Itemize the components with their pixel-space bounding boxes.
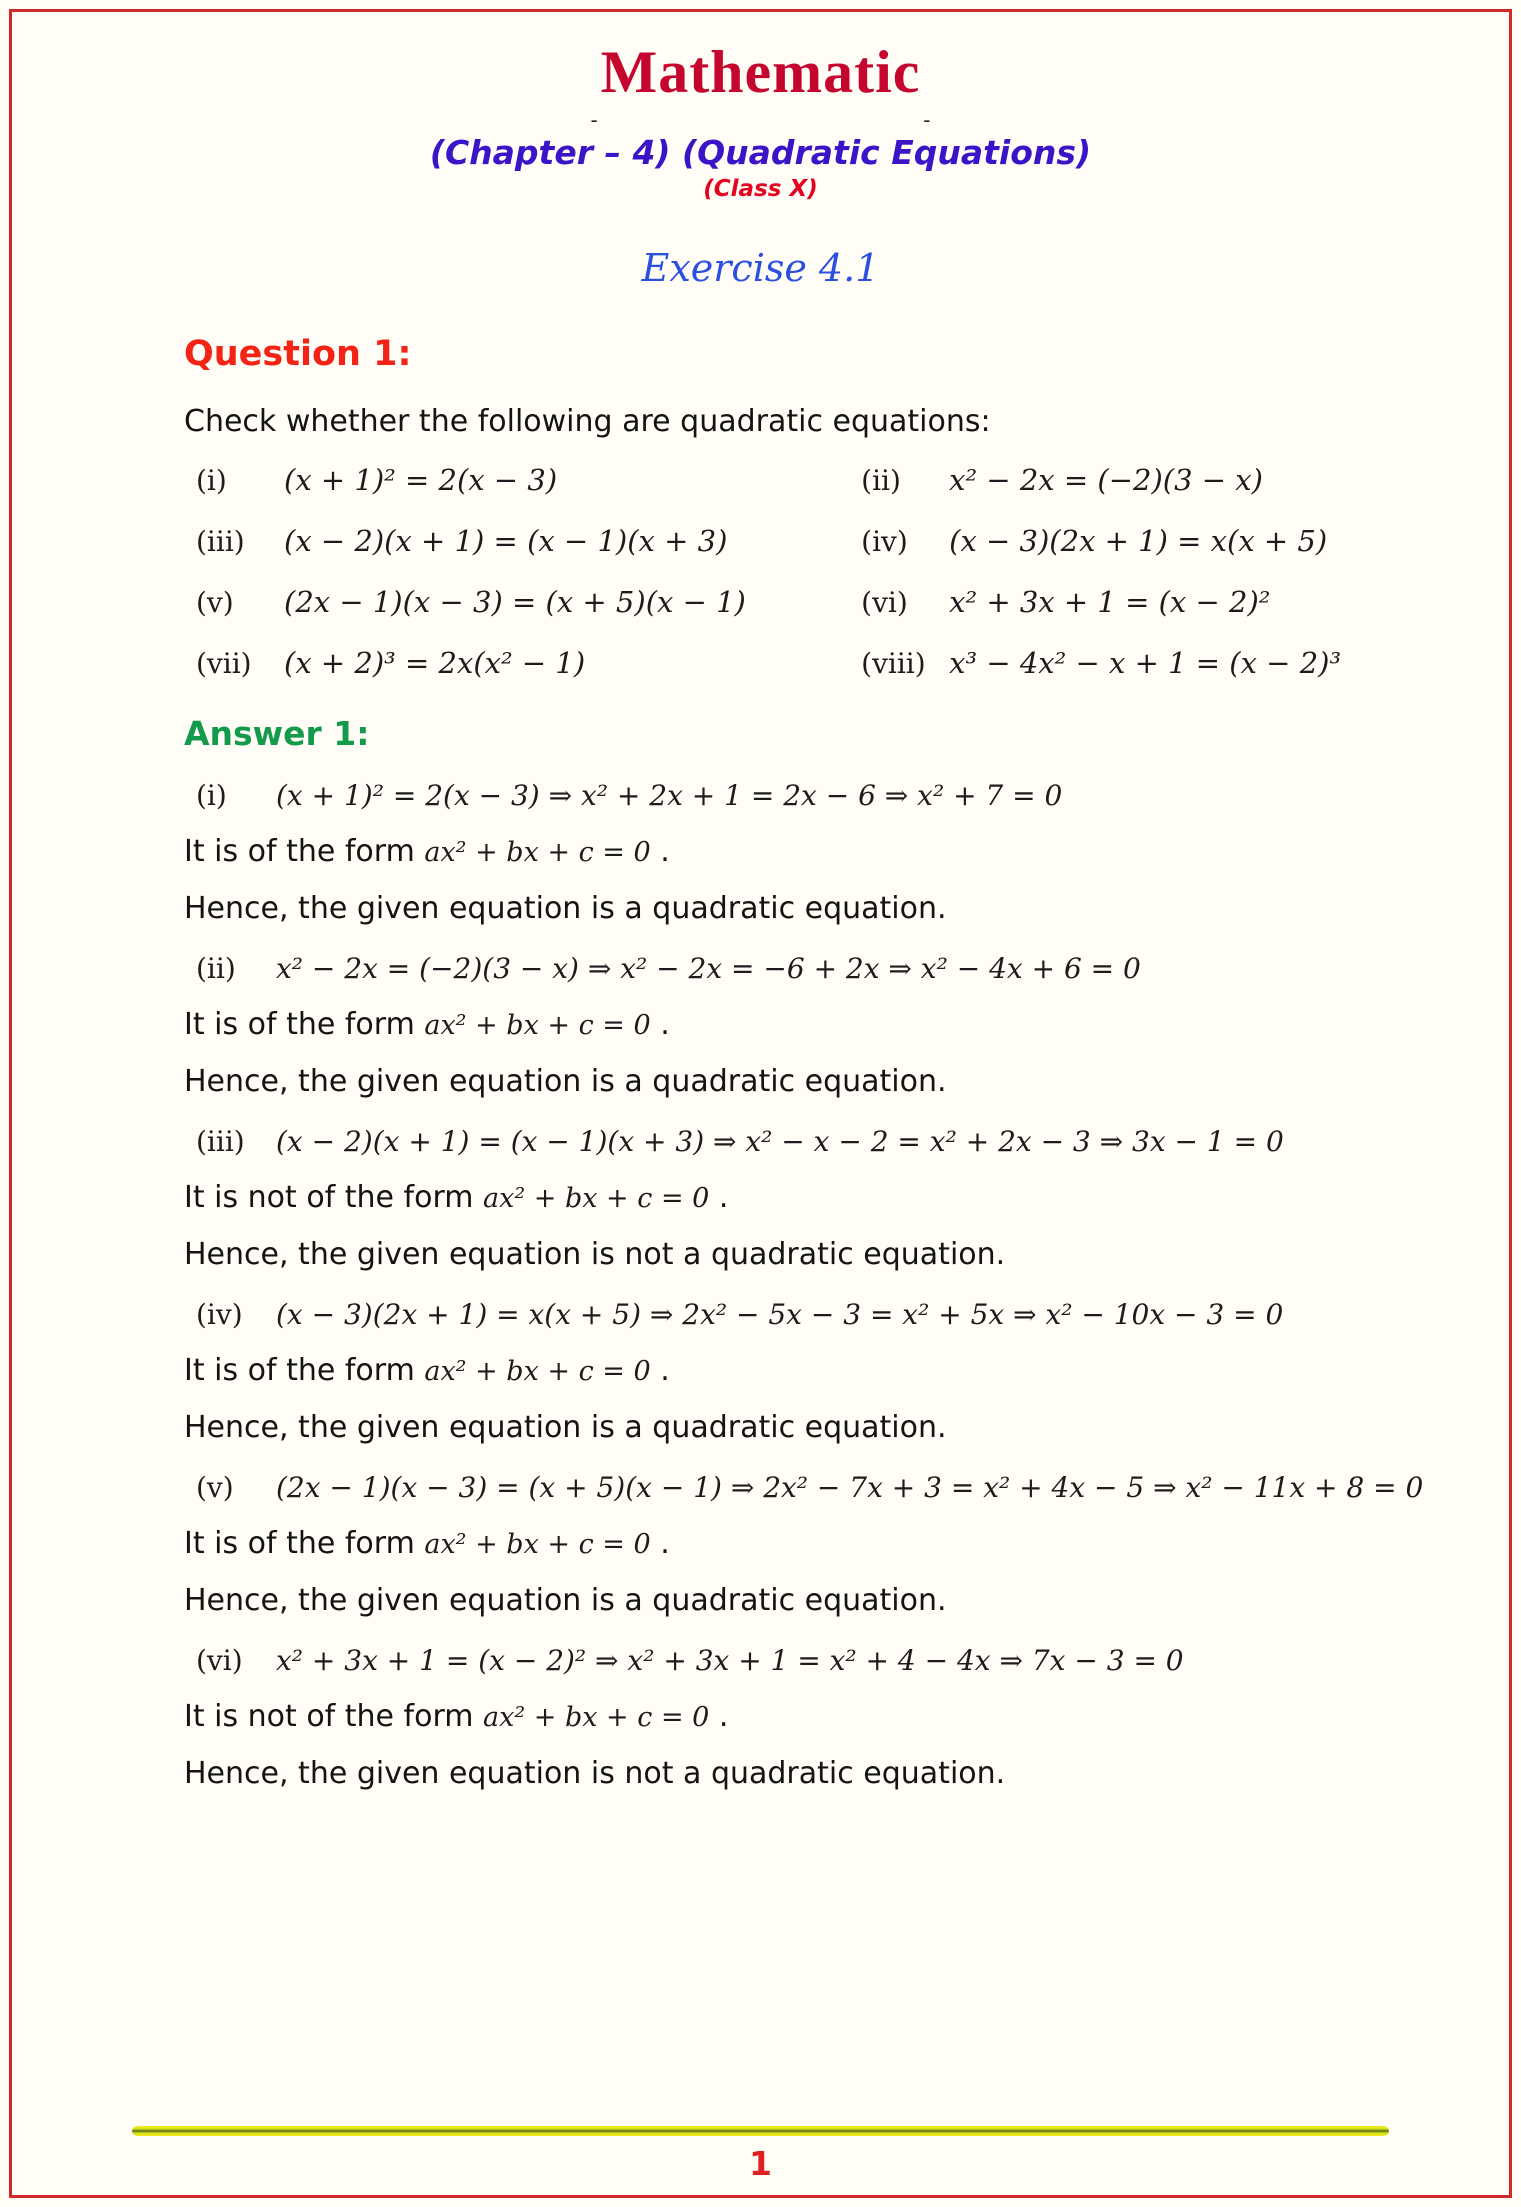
form-text: It is of the form [184,1007,425,1042]
answer-conclusion: Hence, the given equation is a quadratic equation. [184,1064,947,1099]
answer-form-line [184,1180,1439,1215]
chapter-subtitle: (Chapter – 4) (Quadratic Equations) [429,133,1092,172]
form-end: . [650,1526,670,1561]
answer-form-line [184,834,1439,869]
answer-conclusion: Hence, the given equation is a quadratic equation. [184,891,947,926]
answer-block [184,952,1439,1099]
form-text: It is of the form [184,834,425,869]
page-footer [12,2126,1509,2195]
item-equation: (x − 2)(x + 1) = (x − 1)(x + 3) [284,524,728,558]
answer-form-line [184,1699,1439,1734]
form-text: It is not of the form [184,1180,484,1215]
answer-form-line [184,1526,1439,1561]
class-line: (Class X) [703,176,818,202]
form-end: . [709,1699,729,1734]
question-equation-grid [184,463,1439,680]
stray-mark-left: - [590,108,598,132]
item-label: (viii) [861,647,926,680]
question-item [184,646,849,680]
item-label: (vii) [196,647,252,680]
answer-equation-line [184,1298,1439,1331]
item-label: (ii) [196,952,236,985]
form-math: ax² + bx + c = 0 [483,1702,710,1733]
stray-mark-right: - [923,108,931,132]
question-item [184,524,849,558]
form-math: ax² + bx + c = 0 [424,837,651,868]
answer-form-line [184,1353,1439,1388]
form-math: ax² + bx + c = 0 [483,1183,710,1214]
form-math: ax² + bx + c = 0 [424,1529,651,1560]
answer-equation-line [184,1644,1439,1677]
item-equation: x² − 2x = (−2)(3 − x) [949,463,1263,497]
item-label: (iv) [861,525,908,558]
item-equation: (2x − 1)(x − 3) = (x + 5)(x − 1) [284,585,746,619]
question-item [184,585,849,619]
answer-equation-line [184,952,1439,985]
form-end: . [709,1180,729,1215]
answer-equation: (x − 3)(2x + 1) = x(x + 5) ⇒ 2x² − 5x − 3 = x² + 5x ⇒ x² − 10x − 3 = 0 [276,1298,1284,1331]
form-end: . [650,1007,670,1042]
answer-equation: (2x − 1)(x − 3) = (x + 5)(x − 1) ⇒ 2x² − 7x + 3 = x² + 4x − 5 ⇒ x² − 11x + 8 = 0 [276,1471,1424,1504]
item-equation: (x + 2)³ = 2x(x² − 1) [284,646,586,680]
question-item [849,585,1439,619]
form-end: . [650,834,670,869]
highlight-bar [132,2126,1389,2136]
answer-block [184,1471,1439,1618]
answer-equation: x² + 3x + 1 = (x − 2)² ⇒ x² + 3x + 1 = x² + 4 − 4x ⇒ 7x − 3 = 0 [276,1644,1184,1677]
exercise-title: Exercise 4.1 [641,246,880,290]
page-border-frame [9,9,1512,2198]
document-title: Mathematic [600,39,921,105]
question-item [849,524,1439,558]
page-body [12,290,1509,1791]
item-equation: x³ − 4x² − x + 1 = (x − 2)³ [949,646,1342,680]
form-text: It is of the form [184,1526,425,1561]
answer-block [184,1298,1439,1445]
answer-conclusion: Hence, the given equation is a quadratic equation. [184,1583,947,1618]
item-label: (i) [196,464,227,497]
answer-equation-line [184,1471,1439,1504]
item-label: (vi) [196,1644,243,1677]
item-label: (vi) [861,586,908,619]
item-label: (iii) [196,1125,245,1158]
answer-conclusion: Hence, the given equation is not a quadratic equation. [184,1237,1006,1272]
item-label: (ii) [861,464,901,497]
answer-form-line [184,1007,1439,1042]
answer-equation: (x − 2)(x + 1) = (x − 1)(x + 3) ⇒ x² − x − 2 = x² + 2x − 3 ⇒ 3x − 1 = 0 [276,1125,1284,1158]
item-label: (v) [196,1471,234,1504]
question-intro: Check whether the following are quadratic equations: [184,404,991,439]
item-label: (iv) [196,1298,243,1331]
answer-block [184,1644,1439,1791]
form-end: . [650,1353,670,1388]
item-label: (i) [196,779,227,812]
stray-marks [590,108,931,132]
form-math: ax² + bx + c = 0 [424,1010,651,1041]
page-number: 1 [749,2144,772,2183]
item-equation: x² + 3x + 1 = (x − 2)² [949,585,1271,619]
question-item [849,463,1439,497]
item-equation: (x + 1)² = 2(x − 3) [284,463,558,497]
answer-equation-line [184,779,1439,812]
answer-equation: (x + 1)² = 2(x − 3) ⇒ x² + 2x + 1 = 2x − 6 ⇒ x² + 7 = 0 [276,779,1063,812]
answer-block [184,779,1439,926]
question-item [184,463,849,497]
item-equation: (x − 3)(2x + 1) = x(x + 5) [949,524,1328,558]
question-heading: Question 1: [184,334,412,374]
item-label: (v) [196,586,234,619]
answer-equation-line [184,1125,1439,1158]
form-math: ax² + bx + c = 0 [424,1356,651,1387]
answer-equation: x² − 2x = (−2)(3 − x) ⇒ x² − 2x = −6 + 2x ⇒ x² − 4x + 6 = 0 [276,952,1141,985]
answer-conclusion: Hence, the given equation is not a quadratic equation. [184,1756,1006,1791]
answer-heading: Answer 1: [184,714,370,753]
item-label: (iii) [196,525,245,558]
form-text: It is not of the form [184,1699,484,1734]
page-header [12,12,1509,290]
question-item [849,646,1439,680]
form-text: It is of the form [184,1353,425,1388]
answer-block [184,1125,1439,1272]
answer-conclusion: Hence, the given equation is a quadratic equation. [184,1410,947,1445]
